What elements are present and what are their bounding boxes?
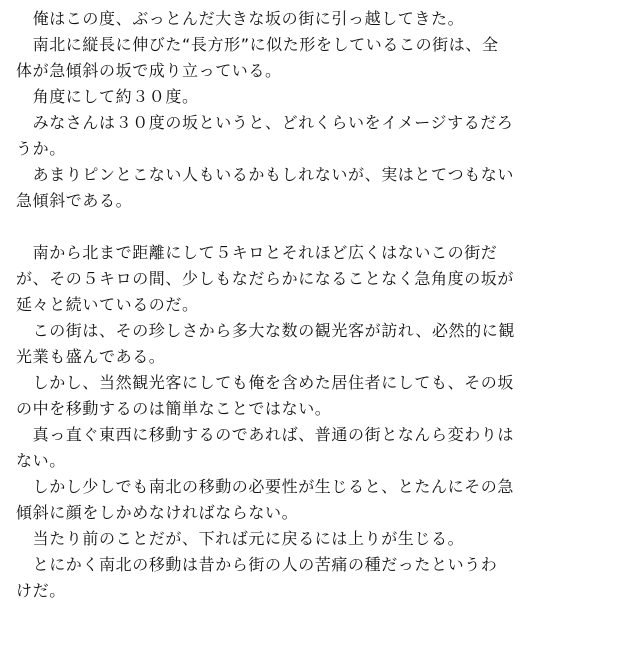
text-line: 急傾斜である。	[16, 191, 133, 210]
text-line: けだ。	[16, 581, 66, 600]
text-line: 体が急傾斜の坂で成り立っている。	[16, 61, 282, 80]
text-line: とにかく南北の移動は昔から街の人の苦痛の種だったというわ	[16, 555, 498, 574]
text-line: 南北に縦長に伸びた“長方形”に似た形をしているこの街は、全	[16, 35, 499, 54]
text-line: の中を移動するのは簡単なことではない。	[16, 399, 332, 418]
text-line: 真っ直ぐ東西に移動するのであれば、普通の街となんら変わりは	[16, 425, 515, 444]
text-line: 光業も盛んである。	[16, 347, 166, 366]
text-line: 当たり前のことだが、下れば元に戻るには上りが生じる。	[16, 529, 465, 548]
text-line: しかし、当然観光客にしても俺を含めた居住者にしても、その坂	[16, 373, 515, 392]
text-line: この街は、その珍しさから多大な数の観光客が訪れ、必然的に観	[16, 321, 515, 340]
text-line: 角度にして約３０度。	[16, 87, 199, 106]
text-line: が、その５キロの間、少しもなだらかになることなく急角度の坂が	[16, 269, 515, 288]
paragraph-gap	[16, 214, 616, 240]
text-line: 延々と続いているのだ。	[16, 295, 199, 314]
body-text	[16, 6, 616, 604]
text-line: ない。	[16, 451, 66, 470]
text-line: 傾斜に顔をしかめなければならない。	[16, 503, 299, 522]
text-line: 南から北まで距離にして５キロとそれほど広くはないこの街だ	[16, 243, 498, 262]
text-line: 俺はこの度、ぶっとんだ大きな坂の街に引っ越してきた。	[16, 9, 465, 28]
text-line: あまりピンとこない人もいるかもしれないが、実はとてつもない	[16, 165, 515, 184]
text-line: うか。	[16, 139, 66, 158]
text-line: みなさんは３０度の坂というと、どれくらいをイメージするだろ	[16, 113, 514, 132]
text-line: しかし少しでも南北の移動の必要性が生じると、とたんにその急	[16, 477, 515, 496]
